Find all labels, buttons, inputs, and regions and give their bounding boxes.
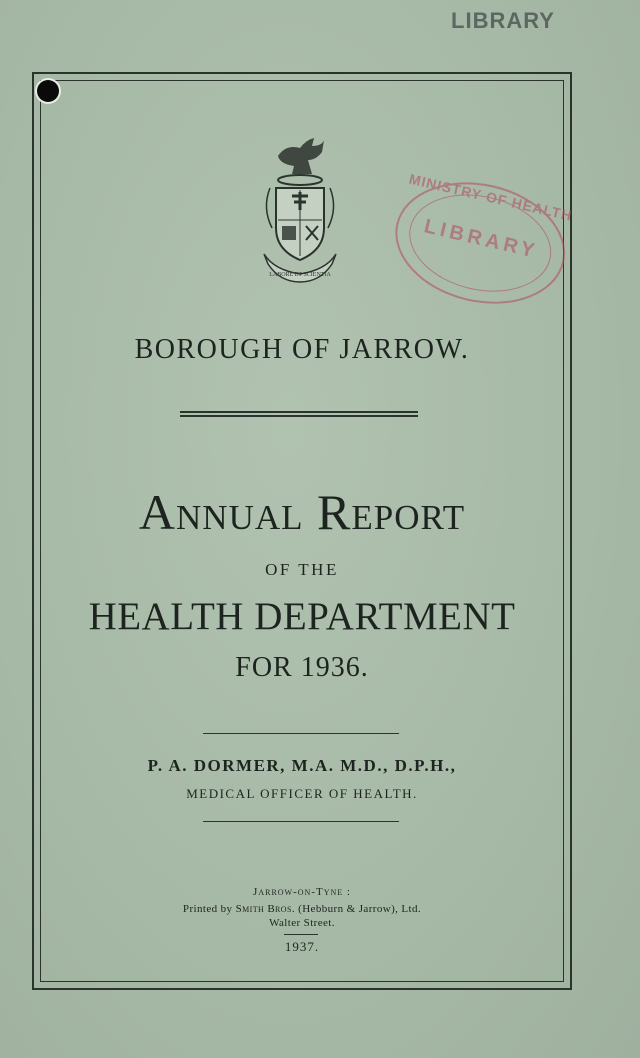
of-the-text: OF THE (265, 560, 339, 579)
library-stamp-top: LIBRARY (451, 8, 555, 33)
report-title: Annual Report (138, 484, 466, 540)
printer-suffix: (Hebburn & Jarrow), Ltd. (298, 903, 422, 915)
imprint-printer (40, 903, 564, 915)
punch-hole (37, 80, 59, 102)
rule-above-author (203, 733, 399, 734)
stamp-center-text: LIBRARY (422, 215, 541, 263)
double-rule (180, 411, 418, 417)
department-title: HEALTH DEPARTMENT (88, 595, 516, 638)
imprint-year: 1937. (284, 939, 320, 954)
imprint-place: Jarrow-on-Tyne : (253, 886, 351, 898)
stamp-ring-text: MINISTRY OF HEALTH (407, 170, 574, 224)
borough-crest-icon (258, 136, 342, 296)
imprint-rule (284, 934, 318, 935)
author-name: P. A. DORMER, M.A. M.D., D.P.H., (147, 756, 457, 775)
rule-below-author (203, 821, 399, 822)
report-year: FOR 1936. (235, 652, 369, 683)
printer-prefix: Printed by (182, 903, 233, 915)
author-title: MEDICAL OFFICER OF HEALTH. (186, 786, 418, 801)
printer-name: Smith Bros. (235, 903, 295, 915)
borough-title: BOROUGH OF JARROW. (134, 334, 470, 365)
crest-motto: LABORE ET SCIENTIA (269, 272, 331, 278)
imprint-street: Walter Street. (269, 917, 335, 929)
